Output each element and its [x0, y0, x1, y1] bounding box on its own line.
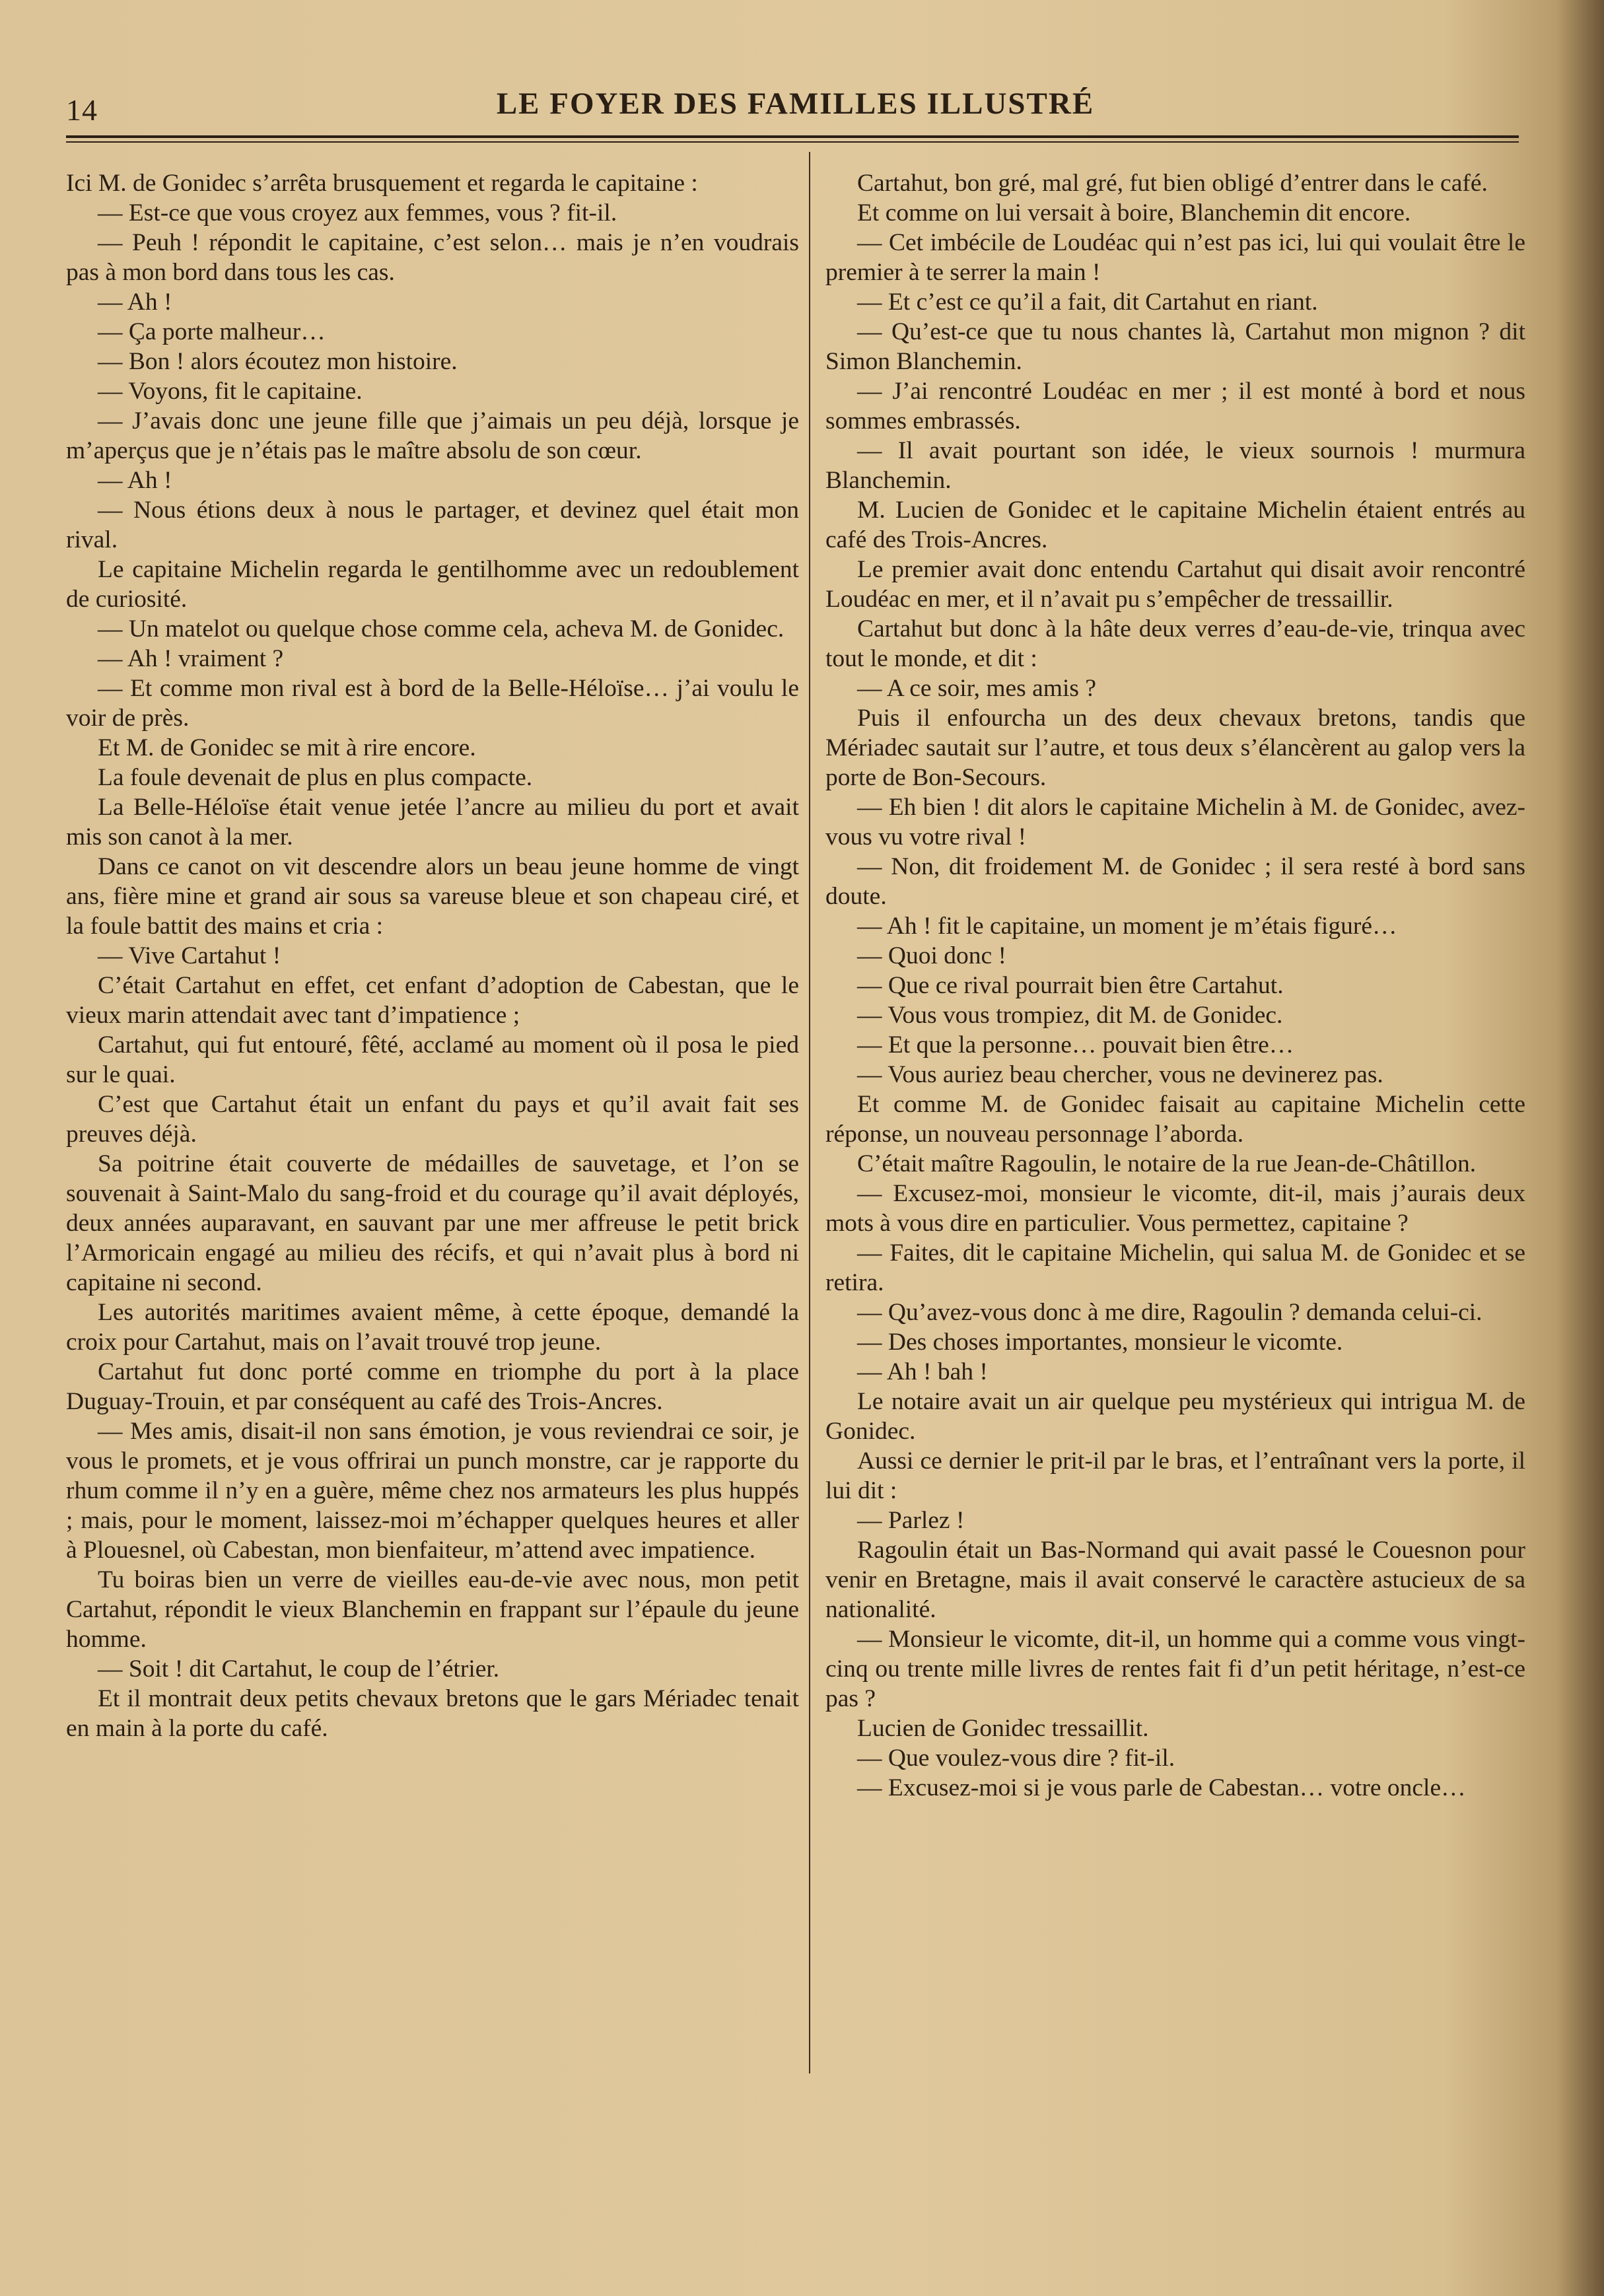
paragraph: Et M. de Gonidec se mit à rire encore.	[98, 734, 476, 761]
paragraph: — Un matelot ou quelque chose comme cela, acheva M. de Gonidec.	[98, 615, 785, 643]
paragraph: Le capitaine Michelin regarda le gentilhomme avec un redoublement de curiosité.	[66, 556, 799, 613]
paragraph: — Excusez-moi si je vous parle de Cabestan… votre oncle…	[857, 1774, 1466, 1801]
paragraph: Et comme on lui versait à boire, Blanchemin dit encore.	[857, 199, 1411, 226]
paragraph: — Bon ! alors écoutez mon histoire.	[98, 348, 458, 375]
paragraph: — Il avait pourtant son idée, le vieux sournois ! murmura Blanchemin.	[825, 437, 1525, 494]
paragraph: — Vous vous trompiez, dit M. de Gonidec.	[857, 1002, 1283, 1029]
paragraph: Puis il enfourcha un des deux chevaux bretons, tandis que Mériadec sautait sur l’autre, et tous deux s’élancèrent au galop vers la porte de Bon-Secours.	[825, 705, 1525, 791]
page-header	[66, 78, 1525, 131]
paragraph: Cartahut fut donc porté comme en triomphe du port à la place Duguay-Trouin, et par conséquent au café des Trois-Ancres.	[66, 1358, 799, 1415]
paragraph: — Que voulez-vous dire ? fit-il.	[857, 1745, 1175, 1772]
paragraph: — A ce soir, mes amis ?	[857, 675, 1096, 702]
paragraph: — Est-ce que vous croyez aux femmes, vous ? fit-il.	[98, 199, 617, 226]
paragraph: Cartahut, bon gré, mal gré, fut bien obligé d’entrer dans le café.	[857, 170, 1488, 197]
paragraph: — Soit ! dit Cartahut, le coup de l’étrier.	[98, 1655, 500, 1683]
paragraph: Les autorités maritimes avaient même, à cette époque, demandé la croix pour Cartahut, mais on l’avait trouvé trop jeune.	[66, 1299, 799, 1356]
paragraph: — Nous étions deux à nous le partager, et devinez quel était mon rival.	[66, 497, 799, 553]
paragraph: M. Lucien de Gonidec et le capitaine Michelin étaient entrés au café des Trois-Ancres.	[825, 497, 1525, 553]
paragraph: — Qu’avez-vous donc à me dire, Ragoulin ? demanda celui-ci.	[857, 1299, 1482, 1326]
paragraph: — Et comme mon rival est à bord de la Belle-Héloïse… j’ai voulu le voir de près.	[66, 675, 799, 732]
paragraph: — Vive Cartahut !	[98, 942, 281, 969]
header-rule-thin	[66, 141, 1519, 143]
paragraph: — Monsieur le vicomte, dit-il, un homme qui a comme vous vingt-cinq ou trente mille livres de rentes fait fi d’un petit héritage, n’est-ce pas ?	[825, 1626, 1525, 1712]
paragraph: — Faites, dit le capitaine Michelin, qui salua M. de Gonidec et se retira.	[825, 1239, 1525, 1296]
paragraph: — Non, dit froidement M. de Gonidec ; il sera resté à bord sans doute.	[825, 853, 1525, 910]
paragraph: — Peuh ! répondit le capitaine, c’est selon… mais je n’en voudrais pas à mon bord dans tous les cas.	[66, 229, 799, 286]
paragraph: — Excusez-moi, monsieur le vicomte, dit-il, mais j’aurais deux mots à vous dire en particulier. Vous permettez, capitaine ?	[825, 1180, 1525, 1237]
paragraph: Tu boiras bien un verre de vieilles eau-de-vie avec nous, mon petit Cartahut, répondit le vieux Blanchemin en frappant sur l’épaule du jeune homme.	[66, 1566, 799, 1653]
paragraph: Lucien de Gonidec tressaillit.	[857, 1715, 1149, 1742]
paragraph: Ici M. de Gonidec s’arrêta brusquement et regarda le capitaine :	[66, 170, 698, 197]
paragraph: — Vous auriez beau chercher, vous ne devinerez pas.	[857, 1061, 1383, 1088]
paragraph: — Eh bien ! dit alors le capitaine Michelin à M. de Gonidec, avez-vous vu votre rival !	[825, 794, 1525, 851]
paragraph: Et comme M. de Gonidec faisait au capitaine Michelin cette réponse, un nouveau personnage l’aborda.	[825, 1091, 1525, 1148]
paragraph: — Voyons, fit le capitaine.	[98, 378, 363, 405]
column-divider	[809, 152, 810, 2073]
paragraph: — Des choses importantes, monsieur le vicomte.	[857, 1329, 1343, 1356]
paragraph: — Ah !	[98, 289, 172, 316]
paragraph: — Qu’est-ce que tu nous chantes là, Cartahut mon mignon ? dit Simon Blanchemin.	[825, 318, 1525, 375]
paragraph: — Ça porte malheur…	[98, 318, 326, 345]
paragraph: C’était Cartahut en effet, cet enfant d’adoption de Cabestan, que le vieux marin attendait avec tant d’impatience ;	[66, 972, 799, 1029]
paragraph: — Mes amis, disait-il non sans émotion, je vous reviendrai ce soir, je vous le promets, et je vous offrirai un punch monstre, car je rapporte du rhum comme il n’y en a guère, même chez nos armateurs les plus huppés ; mais, pour le moment, laissez-moi m’échapper quelques heures et aller à Plouesnel, où Cabestan, mon bienfaiteur, m’attend avec impatience.	[66, 1418, 799, 1564]
running-title: LE FOYER DES FAMILLES ILLUSTRÉ	[496, 87, 1095, 121]
paragraph: — J’ai rencontré Loudéac en mer ; il est monté à bord et nous sommes embrassés.	[825, 378, 1525, 435]
paragraph: — Ah ! vraiment ?	[98, 645, 284, 672]
paragraph: Aussi ce dernier le prit-il par le bras, et l’entraînant vers la porte, il lui dit :	[825, 1447, 1525, 1504]
paragraph: La foule devenait de plus en plus compacte.	[98, 764, 533, 791]
paragraph: — Et c’est ce qu’il a fait, dit Cartahut en riant.	[857, 289, 1318, 316]
page-number: 14	[66, 93, 98, 127]
header-rule	[66, 135, 1519, 138]
paragraph: Sa poitrine était couverte de médailles de sauvetage, et l’on se souvenait à Saint-Malo du sang-froid et du courage qu’il avait déployés, deux années auparavant, en sauvant par une mer affreuse le petit brick l’Armoricain engagé au milieu des récifs, et qui n’avait plus à bord ni capitaine ni second.	[66, 1150, 799, 1296]
paragraph: — J’avais donc une jeune fille que j’aimais un peu déjà, lorsque je m’aperçus que je n’étais pas le maître absolu de son cœur.	[66, 407, 799, 464]
paragraph: Le premier avait donc entendu Cartahut qui disait avoir rencontré Loudéac en mer, et il n’avait pu s’empêcher de tressaillir.	[825, 556, 1525, 613]
paragraph: La Belle-Héloïse était venue jetée l’ancre au milieu du port et avait mis son canot à la mer.	[66, 794, 799, 851]
paragraph: — Ah ! bah !	[857, 1358, 988, 1385]
paragraph: Cartahut but donc à la hâte deux verres d’eau-de-vie, trinqua avec tout le monde, et dit :	[825, 615, 1525, 672]
paragraph: — Et que la personne… pouvait bien être…	[857, 1031, 1294, 1059]
paragraph: — Cet imbécile de Loudéac qui n’est pas ici, lui qui voulait être le premier à te serrer la main !	[825, 229, 1525, 286]
paragraph: — Quoi donc !	[857, 942, 1007, 969]
paragraph: Le notaire avait un air quelque peu mystérieux qui intrigua M. de Gonidec.	[825, 1388, 1525, 1445]
paragraph: C’est que Cartahut était un enfant du pays et qu’il avait fait ses preuves déjà.	[66, 1091, 799, 1148]
paragraph: Et il montrait deux petits chevaux bretons que le gars Mériadec tenait en main à la porte du café.	[66, 1685, 799, 1742]
paragraph: — Ah !	[98, 467, 172, 494]
left-column	[66, 168, 799, 2149]
paragraph: — Que ce rival pourrait bien être Cartahut.	[857, 972, 1284, 999]
paragraph: C’était maître Ragoulin, le notaire de la rue Jean-de-Châtillon.	[857, 1150, 1477, 1177]
paragraph: Dans ce canot on vit descendre alors un beau jeune homme de vingt ans, fière mine et grand air sous sa vareuse bleue et son chapeau ciré, et la foule battit des mains et cria :	[66, 853, 799, 940]
right-column	[825, 168, 1525, 2149]
paragraph: Ragoulin était un Bas-Normand qui avait passé le Couesnon pour venir en Bretagne, mais il avait conservé le caractère astucieux de sa nationalité.	[825, 1537, 1525, 1623]
paragraph: — Ah ! fit le capitaine, un moment je m’étais figuré…	[857, 913, 1397, 940]
paragraph: — Parlez !	[857, 1507, 965, 1534]
paragraph: Cartahut, qui fut entouré, fêté, acclamé au moment où il posa le pied sur le quai.	[66, 1031, 799, 1088]
